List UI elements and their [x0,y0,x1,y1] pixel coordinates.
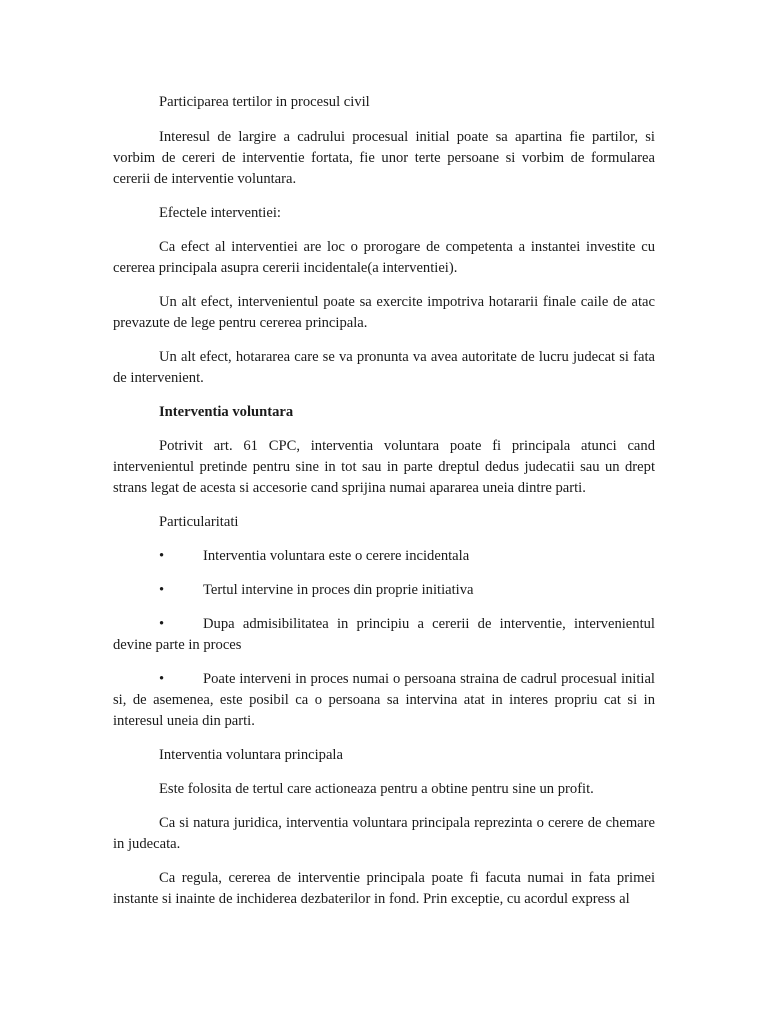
bullet-text: Poate interveni in proces numai o persoana straina de cadrul procesual initial si, de asemenea, este posibil ca o persoana sa intervina atat in interes propriu cat si in interesul uneia din parti. [113,671,655,729]
bullet-item [113,546,655,567]
paragraph-profit: Este folosita de tertul care actioneaza pentru a obtine pentru sine un profit. [159,781,594,797]
paragraph-effect-1: Ca efect al interventiei are loc o prorogare de competenta a instantei investite cu cererea principala asupra cererii incidentale(a interventiei). [113,239,655,276]
bullet-text: Interventia voluntara este o cerere incidentala [203,548,470,564]
bullet-item [113,580,655,601]
paragraph-effect-2: Un alt efect, intervenientul poate sa exercite impotriva hotararii finale caile de atac prevazute de lege pentru cererea principala. [113,294,655,331]
bullet-item [113,669,655,732]
heading-voluntary-intervention: Interventia voluntara [159,404,294,420]
document-title: Participarea tertilor in procesul civil [159,94,370,110]
paragraph-art-61: Potrivit art. 61 CPC, interventia voluntara poate fi principala atunci cand intervenientul pretinde pentru sine in tot sau in parte dreptul dedus judecatii sau un drept strans legat de acesta si accesorie cand sprijina numai apararea uneia dintre parti. [113,438,655,496]
paragraph-legal-nature: Ca si natura juridica, interventia voluntara principala reprezinta o cerere de chemare in judecata. [113,815,655,852]
bullet-item [113,614,655,656]
heading-principal-intervention: Interventia voluntara principala [159,747,343,763]
paragraph-effect-3: Un alt efect, hotararea care se va pronunta va avea autoritate de lucru judecat si fata de intervenient. [113,349,655,386]
bullet-icon: • [159,582,165,598]
bullet-icon: • [159,671,165,687]
heading-effects: Efectele interventiei: [159,205,281,221]
paragraph-interest: Interesul de largire a cadrului procesual initial poate sa apartina fie partilor, si vorbim de cereri de interventie fortata, fie unor terte persoane si vorbim de formularea cererii de interventie voluntara. [113,129,655,187]
bullet-text: Tertul intervine in proces din proprie initiativa [203,582,474,598]
bullet-icon: • [159,548,165,564]
bullet-icon: • [159,616,165,632]
heading-particularities: Particularitati [159,514,239,530]
paragraph-rule: Ca regula, cererea de interventie principala poate fi facuta numai in fata primei instante si inainte de inchiderea dezbaterilor in fond. Prin exceptie, cu acordul express al [113,870,655,907]
bullet-text: Dupa admisibilitatea in principiu a cererii de interventie, intervenientul devine parte in proces [113,616,655,653]
